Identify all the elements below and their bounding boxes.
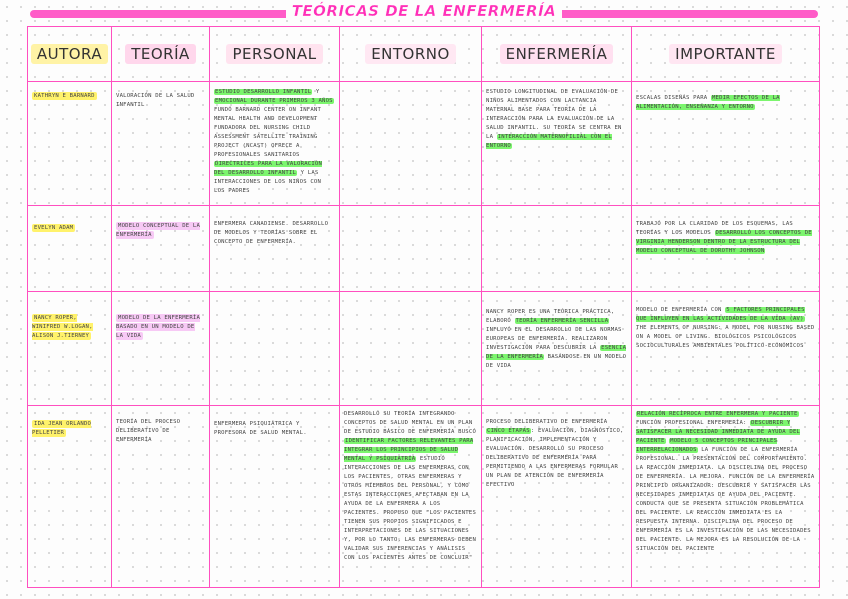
header-entorno: ENTORNO [340,27,482,82]
table-row [28,292,820,406]
header-teoria: TEORÍA [112,27,210,82]
teoria-cell: MODELO CONCEPTUAL DE LA ENFERMERÍA [112,206,210,292]
highlighted-text: EMOCIONAL DURANTE PRIMEROS 3 AÑOS [215,98,333,104]
entorno-cell [340,292,482,406]
text-segment: DESARROLLÓ SU TEORÍA INTEGRANDO CONCEPTOS DE SALUD MENTAL EN UN PLAN DE ESTUDIO BÁSICO DE ENFERMERÍA BUSCÓ [344,411,477,435]
enfermeria-cell [482,292,632,406]
highlighted-text: 5 FACTORES PRINCIPALES QUE INFLUYEN EN LAS ACTIVIDADES DE LA VIDA (AV) [636,307,805,322]
personal-cell [210,206,340,292]
highlighted-text: IDENTIFICAR FACTORES RELEVANTES PARA INTEGRAR LOS PRINCIPIOS DE SALUD MENTAL Y PSIQUIATRÍA [344,438,474,462]
highlighted-text: ESENCIA DE LA ENFERMERÍA [486,345,627,360]
highlighted-text: DIRECTRICES PARA LA VALORACIÓN DEL DESARROLLO INFANTIL [214,161,323,176]
header-personal: PERSONAL [210,27,340,82]
text-segment: Y [312,89,320,95]
highlighted-text: CINCO ETAPAS [487,428,530,434]
highlighted-text: DESCUBRIR Y SATISFACER LA NECESIDAD INMEDIATA DE AYUDA DEL PACIENTE [636,420,801,444]
text-segment: MODELO DE ENFERMERÍA CON [636,307,726,313]
autora-cell: KATHRYN E BARNARD [28,82,112,206]
text-segment: ESTUDIO LONGITUDINAL DE EVALUACIÓN DE NIÑOS ALIMENTADOS CON LACTANCIA MATERNAL BASE PARA TEORÍA DE LA INTERACCIÓN PARA LA EVALUACIÓN DE LA SALUD INFANTIL. SU TEORÍA SE CENTRA EN LA [486,89,622,140]
table-row [28,82,820,206]
personal-cell [210,406,340,588]
highlighted-text: INTERACCIÓN MATERNOFILIAL CON EL ENTORNO [486,134,612,149]
importante-cell [632,292,820,406]
page-title: TEÓRICAS DE LA ENFERMERÍA [0,2,848,20]
text-segment: : EVALUACIÓN, DIAGNÓSTICO, PLANIFICACIÓN, IMPLEMENTACIÓN Y EVALUACIÓN. DESARROLLÓ SU PROCESO DELIBERATIVO DE ENFERMERÍA PARA PERMITIENDO A LAS ENFERMERAS FORMULAR UN PLAN DE ATENCIÓN DE ENFERMERÍA EFECTIVO [486,428,624,488]
text-segment: BASÁNDOSE EN UN MODELO DE VIDA [486,354,627,369]
autora-cell: IDA JEAN ORLANDO PELLETIER [28,406,112,588]
text-segment: TRABAJÓ POR LA CLARIDAD DE LOS ESQUEMAS, LAS TEORÍAS Y LOS MODELOS [636,221,793,236]
entorno-cell [340,82,482,206]
highlighted-text: ESTUDIO DESARROLLO INFANTIL [215,89,312,95]
header-enfermeria: ENFERMERÍA [482,27,632,82]
table-row [28,406,820,588]
entorno-cell [340,406,482,588]
importante-cell [632,406,820,588]
text-segment: INFLUYÓ EN EL DESARROLLO DE LAS NORMAS EUROPEAS DE ENFERMERÍA. REALIZARON INVESTIGACIÓN PARA DESCUBRIR LA [486,327,622,351]
autora-cell: NANCY ROPER, WINIFRED W.LOGAN, ALISON J.TIERNEY [28,292,112,406]
personal-cell [210,82,340,206]
text-segment: ESTUDIÓ INTERACCIONES DE LAS ENFERMERAS CON LOS PACIENTES, OTRAS ENFERMERAS Y OTROS MIEMBROS DEL PERSONAL, Y CÓMO ESTAS INTERACCIONES AFECTABAN EN LA AYUDA DE LA ENFERMERA A LOS PACIENTES. PROPUSO QUE "LOS PACIENTES TIENEN SUS PROPIOS SIGNIFICADOS E INTERPRETACIONES DE LAS SITUACIONES Y, POR LO TANTO, LAS ENFERMERAS DEBEN VALIDAR SUS INFERENCIAS Y ANÁLISIS CON LOS PACIENTES ANTES DE CONCLUIR" [344,456,477,561]
enfermeria-cell [482,206,632,292]
enfermeria-cell [482,406,632,588]
teoria-cell: MODELO DE LA ENFERMERÍA BASADO EN UN MODELO DE LA VIDA [112,292,210,406]
highlighted-text: RELACIÓN RECÍPROCA ENTRE ENFERMERA Y PACIENTE [637,411,798,417]
theories-table [27,26,820,588]
header-row [28,27,820,82]
text-segment: FUNDÓ BARNARD CENTER ON INFANT MENTAL HEALTH AND DEVELOPMENT FUNDADORA DEL NURSING CHILD ASSESSMENT SATELLITE TRAINING PROJECT (NCAST) OFRECE A PROFESIONALES SANITARIOS [214,107,322,158]
text-segment: ENFERMERA CANADIENSE. DESARROLLO DE MODELOS Y TEORÍAS SOBRE EL CONCEPTO DE ENFERMERÍA. [214,221,329,245]
highlighted-text: TEORÍA ENFERMERÍA SENCILLA [515,318,609,324]
text-segment: FUNCIÓN PROFESIONAL ENFERMERÍA: [636,420,751,426]
text-segment: THE ELEMENTS OF NURSING: A MODEL FOR NURSING BASED ON A MODEL OF LIVING. BIOLÓGICOS PSICOLÓGICOS SOCIOCULTURALES AMBIENTALES POLÍTICO-ECONÓMICOS [636,325,815,349]
header-importante: IMPORTANTE [632,27,820,82]
teoria-cell: VALORACIÓN DE LA SALUD INFANTIL [112,82,210,206]
text-segment: ENFERMERA PSIQUIÁTRICA Y PROFESORA DE SALUD MENTAL. [214,421,307,436]
header-autora: AUTORA [28,27,112,82]
personal-cell [210,292,340,406]
entorno-cell [340,206,482,292]
text-segment: Y LAS INTERACCIONES DE LOS NIÑOS CON LOS PADRES [214,170,322,194]
highlighted-text: MODELO 5 CONCEPTOS PRINCIPALES INTERRELACIONADOS [636,438,778,453]
teoria-cell: TEORÍA DEL PROCESO DELIBERATIVO DE ENFERMERÍA [112,406,210,588]
importante-cell [632,82,820,206]
text-segment: ESCALAS DISEÑÁS PARA [636,95,711,101]
text-segment: PROCESO DELIBERATIVO DE ENFERMERÍA [486,419,608,425]
enfermeria-cell [482,82,632,206]
text-segment: NANCY ROPER ES UNA TEÓRICA PRÁCTICA, ELABORÓ [486,309,615,324]
highlighted-text: DESARROLLÓ LOS CONCEPTOS DE VIRGINIA HENDERSON DENTRO DE LA ESTRUCTURA DEL MODELO CONCEPTUAL DE DOROTHY JOHNSON [636,230,812,254]
highlighted-text: MEDIR EFECTOS DE LA ALIMENTACIÓN, ENSEÑANZA Y ENTORNO [636,95,780,110]
autora-cell: EVELYN ADAM [28,206,112,292]
text-segment: LA FUNCIÓN DE LA ENFERMERÍA PROFESIONAL. LA PRESENTACIÓN DEL COMPORTAMIENTO. LA REACCIÓN INMEDIATA. LA DISCIPLINA DEL PROCESO DE ENFERMERÍA. LA MEJORA. FUNCIÓN DE LA ENFERMERÍA PRINCIPIO ORGANIZADOR: DESCUBRIR Y SATISFACER LAS NECESIDADES INMEDIATAS DE AYUDA DEL PACIENTE. CONDUCTA QUE SE PRESENTA SITUACIÓN PROBLEMÁTICA DEL PACIENTE. LA REACCIÓN INMEDIATA ES LA RESPUESTA INTERNA. DISCIPLINA DEL PROCESO DE ENFERMERÍA ES LA INVESTIGACIÓN DE LAS NECESIDADES DEL PACIENTE. LA MEJORA ES LA RESOLUCIÓN DE LA SITUACIÓN DEL PACIENTE [636,447,815,552]
table-row [28,206,820,292]
importante-cell [632,206,820,292]
